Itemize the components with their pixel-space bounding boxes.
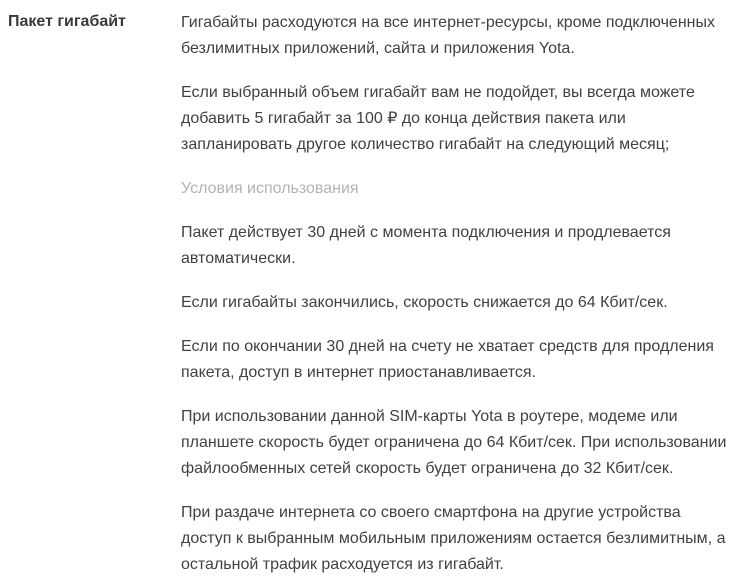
description-paragraph-add-gigabytes: Если выбранный объем гигабайт вам не подойдет, вы всегда можете добавить 5 гигабайт за 100 ₽ до конца действия пакета или запланировать другое количество гигабайт на следующий месяц; xyxy=(181,84,695,153)
description-paragraph-speed-after-limit: Если гигабайты закончились, скорость снижается до 64 Кбит/сек. xyxy=(181,294,668,311)
term-cell xyxy=(8,10,181,583)
description-paragraph-sim-usage: При использовании данной SIM-карты Yota в роутере, модеме или планшете скорость будет ограничена до 64 Кбит/сек. При использовании файлообменных сетей скорость будет ограничена до 32 Кбит/сек. xyxy=(181,408,727,477)
description-paragraph-validity: Пакет действует 30 дней с момента подключения и продлевается автоматически. xyxy=(181,224,671,267)
description-paragraph-insufficient-funds: Если по окончании 30 дней на счету не хватает средств для продления пакета, доступ в интернет приостанавливается. xyxy=(181,338,714,381)
description-paragraph-intro: Гигабайты расходуются на все интернет-ресурсы, кроме подключенных безлимитных приложений, сайта и приложения Yota. xyxy=(181,14,715,57)
description-paragraph-tethering: При раздаче интернета со своего смартфона на другие устройства доступ к выбранным мобильным приложениям остается безлимитным, а остальной трафик расходуется из гигабайт. xyxy=(181,504,726,573)
term-label: Пакет гигабайт xyxy=(8,13,126,30)
term-description xyxy=(181,10,732,583)
usage-conditions-subheading: Условия использования xyxy=(181,180,359,197)
